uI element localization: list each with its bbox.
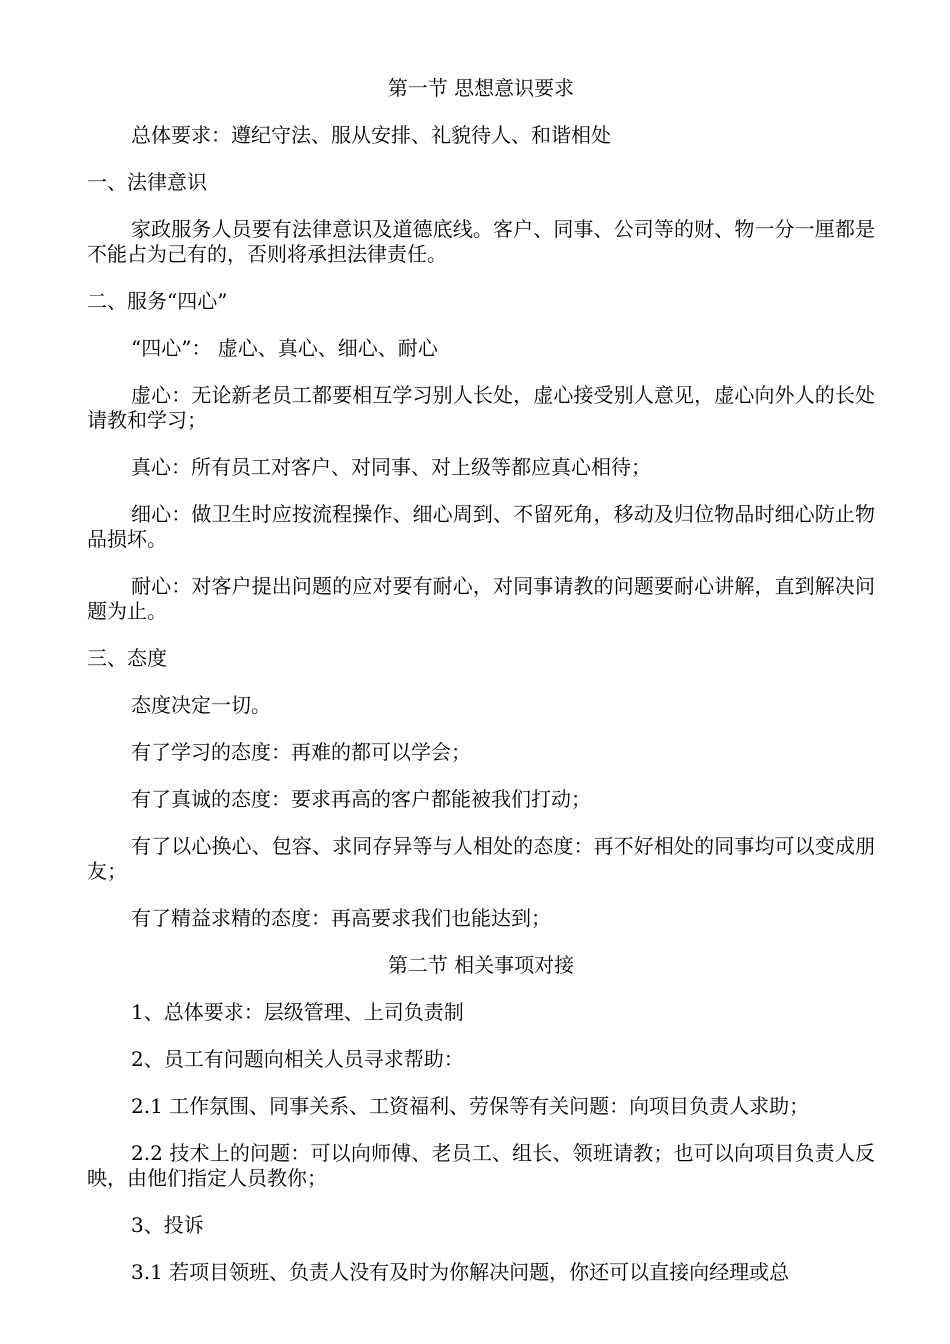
item-2-2-technical: 2.2 技术上的问题：可以向师傅、老员工、组长、领班请教；也可以向项目负责人反映，由他们指定人员教你； bbox=[87, 1141, 875, 1190]
heading-attitude: 三、态度 bbox=[87, 646, 167, 670]
section1-title: 第一节 思想意识要求 bbox=[387, 76, 575, 100]
item-1-overall: 1、总体要求：层级管理、上司负责制 bbox=[131, 1000, 464, 1024]
heading-four-hearts: 二、服务“四心” bbox=[87, 289, 228, 313]
attitude-decides-all: 态度决定一切。 bbox=[131, 693, 271, 717]
sincere-heart-text: 真心：所有员工对客户、对同事、对上级等都应真心相待； bbox=[131, 455, 651, 479]
item-2-1-project-lead: 2.1 工作氛围、同事关系、工资福利、劳保等有关问题：向项目负责人求助； bbox=[131, 1094, 810, 1118]
item-3-1-escalation: 3.1 若项目领班、负责人没有及时为你解决问题，你还可以直接向经理或总 bbox=[131, 1260, 790, 1284]
attitude-excellence: 有了精益求精的态度：再高要求我们也能达到； bbox=[131, 906, 551, 930]
attitude-sincerity: 有了真诚的态度：要求再高的客户都能被我们打动； bbox=[131, 787, 591, 811]
careful-heart-text: 细心：做卫生时应按流程操作、细心周到、不留死角，移动及归位物品时细心防止物品损坏。 bbox=[87, 502, 875, 551]
attitude-empathy: 有了以心换心、包容、求同存异等与人相处的态度：再不好相处的同事均可以变成朋友； bbox=[87, 834, 875, 883]
heading-law-awareness: 一、法律意识 bbox=[87, 170, 207, 194]
section2-title: 第二节 相关事项对接 bbox=[387, 953, 575, 977]
document-body bbox=[87, 76, 875, 1307]
item-2-seek-help: 2、员工有问题向相关人员寻求帮助： bbox=[131, 1047, 464, 1071]
overall-requirement: 总体要求：遵纪守法、服从安排、礼貌待人、和谐相处 bbox=[131, 123, 611, 147]
law-awareness-text: 家政服务人员要有法律意识及道德底线。客户、同事、公司等的财、物一分一厘都是不能占为己有的，否则将承担法律责任。 bbox=[87, 217, 875, 266]
attitude-learning: 有了学习的态度：再难的都可以学会； bbox=[131, 740, 471, 764]
four-hearts-summary: “四心”： 虚心、真心、细心、耐心 bbox=[131, 336, 438, 360]
patient-heart-text: 耐心：对客户提出问题的应对要有耐心，对同事请教的问题要耐心讲解，直到解决问题为止。 bbox=[87, 574, 875, 623]
item-3-complaint: 3、投诉 bbox=[131, 1213, 204, 1237]
humble-heart-text: 虚心：无论新老员工都要相互学习别人长处，虚心接受别人意见，虚心向外人的长处请教和学习； bbox=[87, 383, 875, 432]
